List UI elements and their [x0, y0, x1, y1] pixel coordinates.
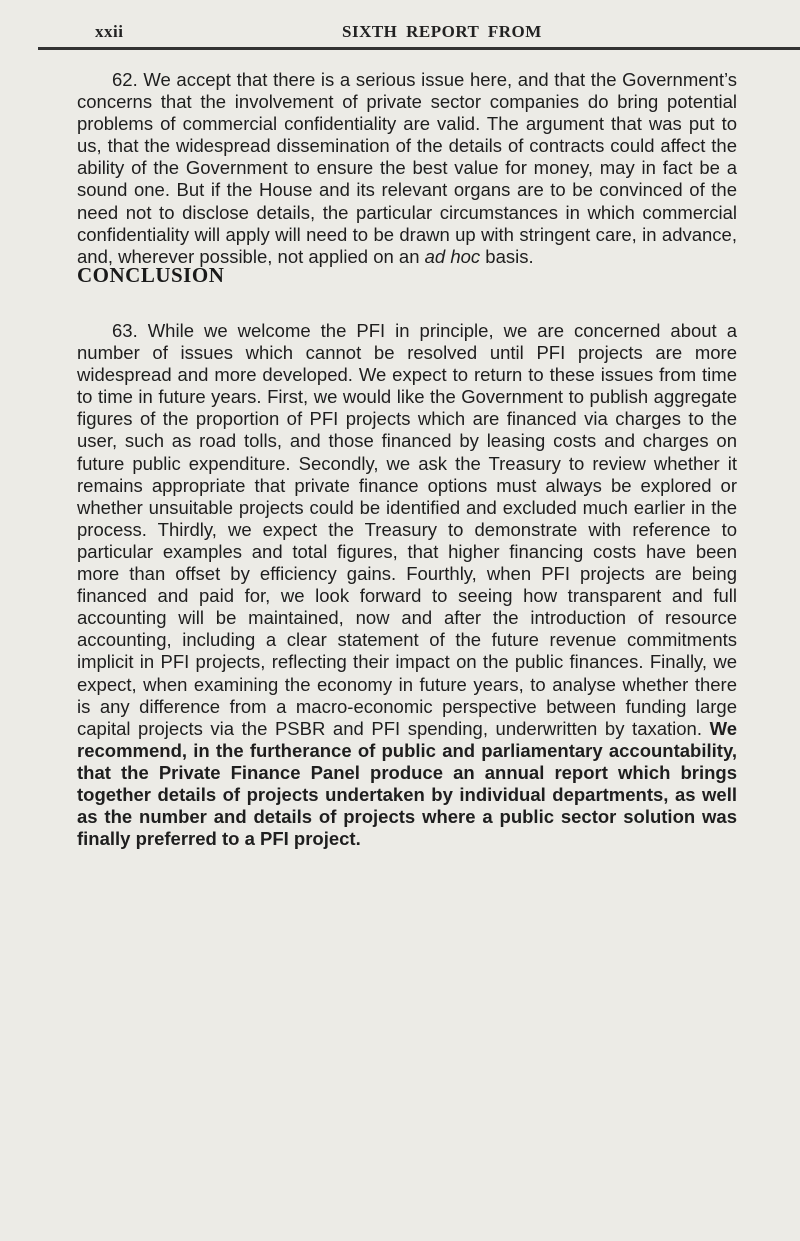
running-head	[95, 22, 735, 46]
paragraph-63-text: 63. While we welcome the PFI in principle, we are concerned about a number of issues which cannot be resolved until PFI projects are more widespread and more developed. We expect to return to these issues from time to time in future years. First, we would like the Government to publish aggregate figures of the proportion of PFI projects which are financed via charges to the user, such as road tolls, and those financed by leasing costs and charges on future public expenditure. Secondly, we ask the Treasury to review whether it remains appropriate that private finance options must always be explored or whether unsuitable projects could be identified and excluded much earlier in the process. Thirdly, we expect the Treasury to demonstrate with reference to particular examples and total figures, that higher financing costs have been more than offset by efficiency gains. Fourthly, when PFI projects are being financed and paid for, we look forward to seeing how transparent and full accounting will be maintained, now and after the introduction of resource accounting, including a clear statement of the future revenue commitments implicit in PFI projects, reflecting their impact on the public finances. Finally, we expect, when examining the economy in future years, to analyse whether there is any difference from a macro-economic perspective between funding large capital projects via the PSBR and PFI spending, underwritten by taxation.	[77, 320, 737, 739]
paragraph-62	[77, 69, 737, 268]
paragraph-63-recommendation: We recommend, in the furtherance of public and parliamentary accountability, that the Private Finance Panel produce an annual report which brings together details of projects undertaken by individual departments, as well as the number and details of projects where a public sector solution was finally preferred to a PFI project.	[77, 717, 737, 850]
paragraph-63	[77, 320, 737, 850]
paragraph-62-text: 62. We accept that there is a serious issue here, and that the Government’s concerns that the involvement of private sector companies do bring potential problems of commercial confidentiality are valid. The argument that was put to us, that the widespread dissemination of the details of contracts could affect the ability of the Government to ensure the best value for money, may in fact be a sound one. But if the House and its relevant organs are to be convinced of the need not to disclose details, the particular circumstances in which commercial confidentiality will apply will need to be drawn up with stringent care, in advance, and, wherever possible, not applied on an	[77, 69, 737, 267]
header-rule	[38, 47, 800, 50]
conclusion-heading: CONCLUSION	[77, 263, 225, 287]
paragraph-62-end: basis.	[480, 245, 534, 267]
running-title: SIXTH REPORT FROM	[342, 22, 542, 41]
page-number: xxii	[95, 22, 124, 41]
paragraph-62-italic: ad hoc	[424, 245, 481, 267]
